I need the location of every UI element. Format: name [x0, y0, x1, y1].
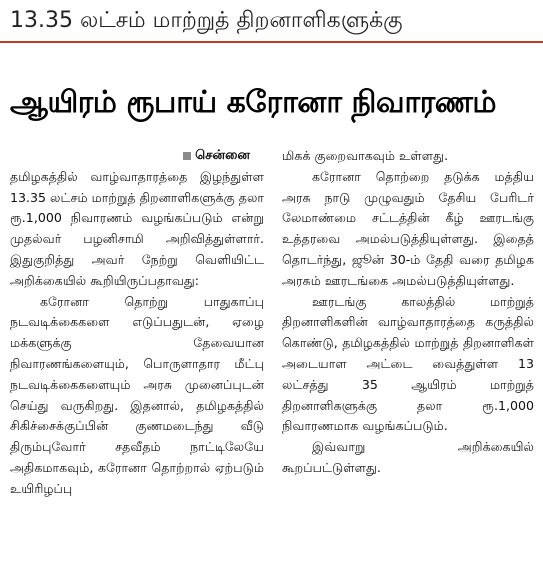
article-column-right	[282, 146, 534, 479]
dateline	[10, 146, 264, 167]
paragraph: ஊரடங்கு காலத்தில் மாற்றுத் திறனாளிகளின் வாழ்வாதாரத்தை கருத்தில் கொண்டு, தமிழகத்தில் மாற்றுத் திறனாளிகள் அடையாள அட்டை வைத்துள்ள 13 லட்சத்து 35 ஆயிரம் மாற்றுத் திறனாளிகளுக்கு தலா ரூ.1,000 நிவாரணமாக வழங்கப்படும்.	[282, 293, 534, 434]
kicker: 13.35 லட்சம் மாற்றுத் திறனாளிகளுக்கு	[10, 8, 403, 33]
dateline-marker-icon	[183, 152, 191, 160]
dateline-text: சென்னை	[195, 148, 250, 163]
article-column-left	[10, 146, 264, 500]
paragraph: இவ்வாறு அறிக்கையில் கூறப்பட்டுள்ளது.	[282, 439, 534, 475]
paragraph: கரோனா தொற்று பாதுகாப்பு நடவடிக்கைகளை எடுப்பதுடன், ஏழை மக்களுக்கு தேவையான நிவாரணங்களையும், பொருளாதார மீட்பு நடவடிக்கைகளையும் அரசு முனைப்புடன் செய்து வருகிறது. இதனால், தமிழகத்தில் சிகிச்சைக்குப்பின் குணமடைந்து வீடு திரும்புவோர் சதவீதம் நாட்டிலேயே அதிகமாகவும், கரோனா தொற்றால் ஏற்படும் உயிரிழப்பு	[10, 293, 264, 496]
paragraph: கரோனா தொற்றை தடுக்க மத்திய அரசு நாடு முழுவதும் தேசிய பேரிடர் லேமாண்மை சட்டத்தின் கீழ் ஊரடங்கு உத்தரவை அமல்படுத்தியுள்ளது. இதைத் தொடர்ந்து, ஜூன் 30-ம் தேதி வரை தமிழக அரசும் ஊரடங்கை அமல்படுத்தியுள்ளது.	[282, 168, 534, 288]
headline: ஆயிரம் ரூபாய் கரோனா நிவாரணம்	[10, 85, 497, 120]
paragraph: தமிழகத்தில் வாழ்வாதாரத்தை இழந்துள்ள 13.35 லட்சம் மாற்றுத் திறனாளிகளுக்கு தலா ரூ.1,000 நிவாரணம் வழங்கப்படும் என்று முதல்வர் பழனிசாமி அறிவித்துள்ளார். இதுகுறித்து அவர் நேற்று வெளியிட்ட அறிக்கையில் கூறியிருப்பதாவது:	[10, 168, 264, 288]
paragraph: மிகக் குறைவாகவும் உள்ளது.	[282, 148, 449, 163]
kicker-divider	[0, 41, 543, 43]
